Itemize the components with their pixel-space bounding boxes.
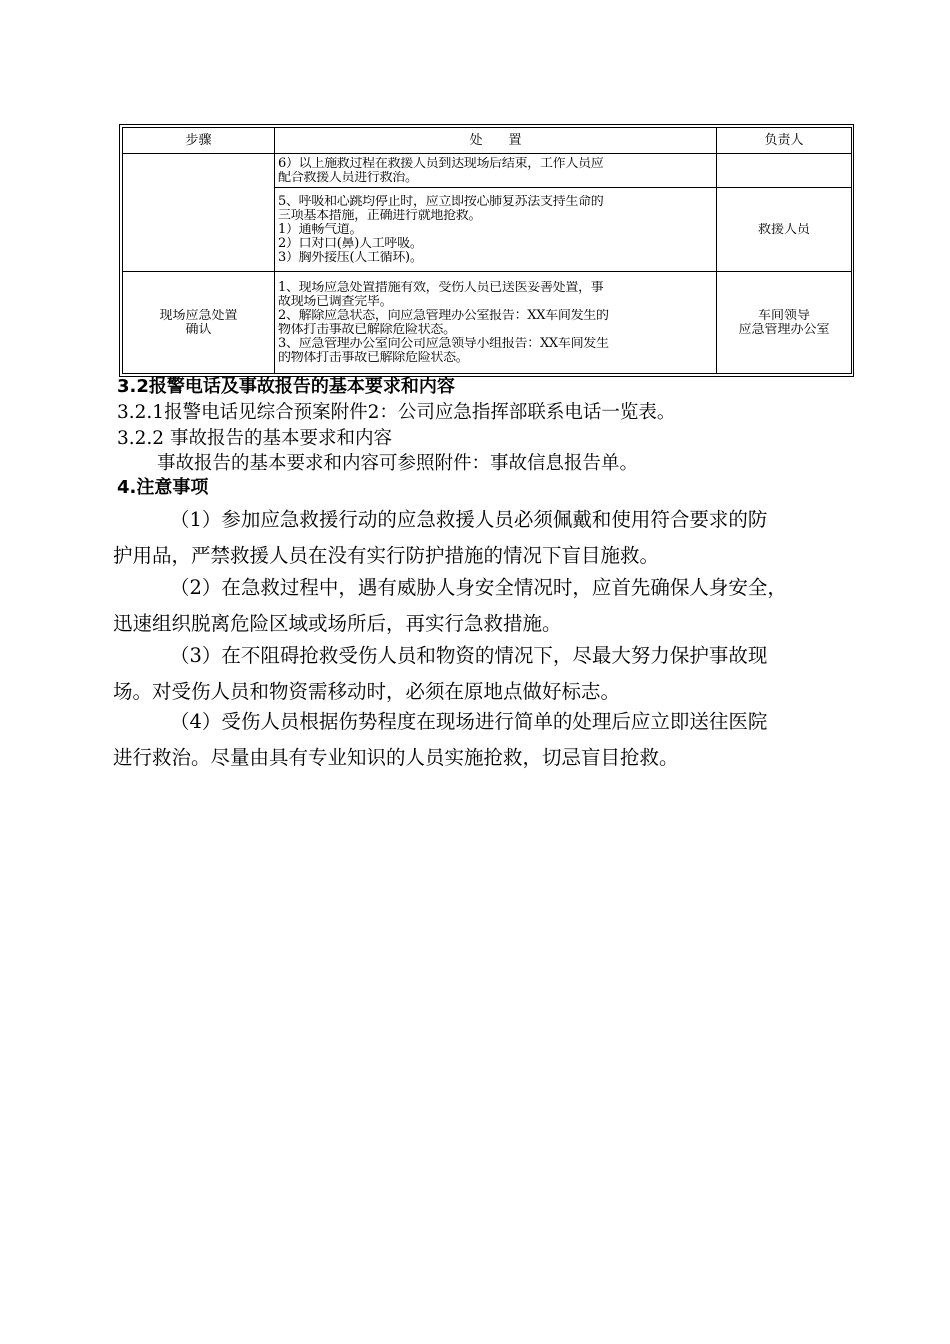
action-line: 5、呼吸和心跳均停止时，应立即按心肺复苏法支持生命的 [278, 194, 604, 209]
step-line: 确认 [185, 322, 212, 337]
note-paragraph-4 [113, 704, 863, 776]
header-step: 步骤 [123, 128, 275, 154]
paragraph-line: （4）受伤人员根据伤势程度在现场进行简单的处理后应立即送往医院 [170, 710, 768, 733]
action-line: 1）通畅气道。 [278, 222, 363, 237]
paragraph-line: 迅速组织脱离危险区域或场所后，再实行急救措施。 [113, 612, 562, 635]
owner-cell [717, 272, 852, 374]
owner-line: 应急管理办公室 [738, 322, 830, 337]
action-line: 的物体打击事故已解除危险状态。 [278, 350, 469, 365]
action-line: 故现场已调查完毕。 [278, 294, 393, 309]
paragraph-line: （3）在不阻碍抢救受伤人员和物资的情况下，尽最大努力保护事故现 [170, 644, 768, 667]
note-paragraph-2 [113, 570, 863, 642]
action-line: 配合救援人员进行救治。 [278, 170, 418, 185]
note-paragraph-3 [113, 638, 863, 710]
action-cell [275, 154, 717, 188]
action-cell [275, 272, 717, 374]
action-line: 2、解除应急状态，向应急管理办公室报告：XX车间发生的 [278, 308, 609, 323]
table-header-row [123, 128, 852, 154]
emergency-procedure-table [119, 124, 854, 377]
table-row [123, 154, 852, 188]
step-cell [123, 272, 275, 374]
step-cell [123, 154, 275, 272]
action-line: 3、应急管理办公室向公司应急领导小组报告：XX车间发生 [278, 336, 609, 351]
action-line: 物体打击事故已解除危险状态。 [278, 322, 456, 337]
section-3-2-heading: 3.2报警电话及事故报告的基本要求和内容 [117, 376, 455, 397]
section-3-2-2-heading: 3.2.2 事故报告的基本要求和内容 [117, 428, 392, 449]
action-line: 2）口对口(鼻)人工呼吸。 [278, 236, 423, 251]
section-4-heading: 4.注意事项 [117, 477, 209, 498]
table-row [123, 272, 852, 374]
owner-line: 救援人员 [757, 222, 810, 237]
paragraph-line: 场。对受伤人员和物资需移动时，必须在原地点做好标志。 [113, 680, 621, 703]
action-line: 3）胸外接压(人工循环)。 [278, 250, 423, 265]
step-line: 现场应急处置 [159, 308, 238, 323]
action-line: 6）以上施救过程在救援人员到达现场后结束，工作人员应 [278, 156, 604, 171]
header-action: 处 置 [275, 128, 717, 154]
paragraph-line: 护用品，严禁救援人员在没有实行防护措施的情况下盲目施救。 [113, 544, 660, 567]
action-line: 1、现场应急处置措施有效，受伤人员已送医妥善处置，事 [278, 280, 604, 295]
owner-line: 车间领导 [757, 308, 810, 323]
action-cell [275, 188, 717, 272]
section-3-2-1-text: 3.2.1报警电话见综合预案附件2：公司应急指挥部联系电话一览表。 [117, 402, 676, 423]
note-paragraph-1 [113, 502, 863, 574]
header-owner: 负责人 [717, 128, 852, 154]
section-3-2-2-body: 事故报告的基本要求和内容可参照附件：事故信息报告单。 [157, 453, 639, 474]
owner-cell [717, 188, 852, 272]
paragraph-line: 进行救治。尽量由具有专业知识的人员实施抢救，切忌盲目抢救。 [113, 746, 679, 769]
paragraph-line: （2）在急救过程中，遇有威胁人身安全情况时，应首先确保人身安全， [170, 576, 787, 599]
action-line: 三项基本措施，正确进行就地抢救。 [278, 208, 482, 223]
paragraph-line: （1）参加应急救援行动的应急救援人员必须佩戴和使用符合要求的防 [170, 508, 768, 531]
owner-cell [717, 154, 852, 188]
